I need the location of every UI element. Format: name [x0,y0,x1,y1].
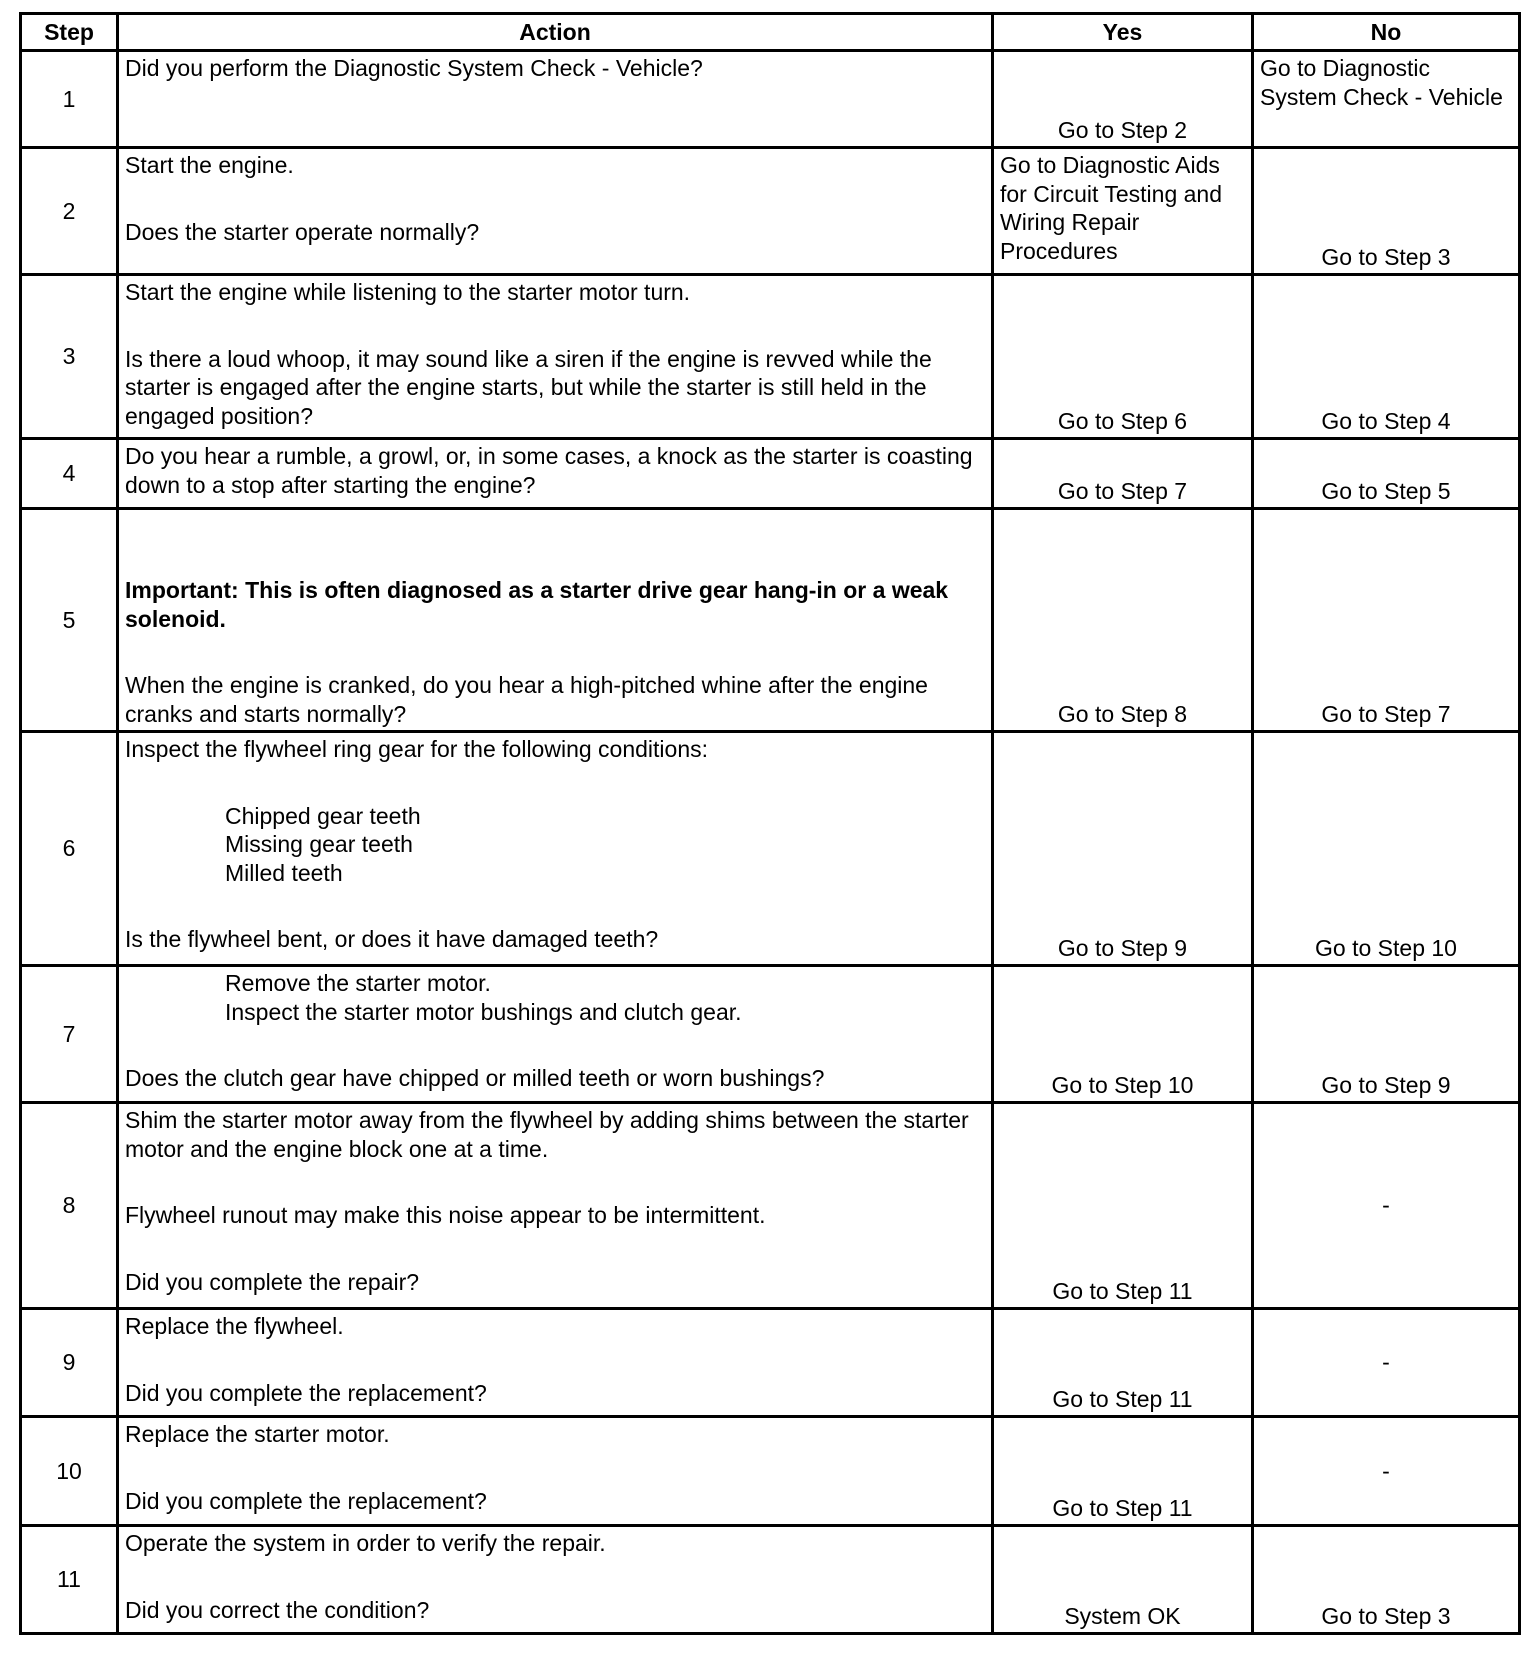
step-number: 1 [21,51,118,148]
header-step: Step [21,14,118,51]
action-question: Is the flywheel bent, or does it have damaged teeth? [125,926,659,952]
action-text: Operate the system in order to verify the repair. [125,1530,606,1556]
table-row-3 [21,275,1520,439]
table-row-7 [21,966,1520,1103]
step-number: 10 [21,1417,118,1526]
action-text: Replace the flywheel. [125,1313,344,1339]
action-cell [118,439,993,509]
step-number: 9 [21,1309,118,1417]
action-text: Start the engine while listening to the starter motor turn. [125,279,691,305]
action-cell [118,275,993,439]
yes-cell: Go to Step 10 [993,966,1253,1103]
action-question: Do you hear a rumble, a growl, or, in some cases, a knock as the starter is coasting down to a stop after starting the engine? [125,443,973,498]
important-note: Important: This is often diagnosed as a starter drive gear hang-in or a weak solenoid. [125,577,949,632]
no-cell: Go to Step 10 [1253,732,1520,966]
action-cell [118,732,993,966]
list-item: Chipped gear teeth [225,802,421,829]
no-cell: Go to Step 3 [1253,148,1520,275]
yes-cell: Go to Step 7 [993,439,1253,509]
action-cell [118,509,993,732]
no-cell: Go to Step 7 [1253,509,1520,732]
list-item: Inspect the starter motor bushings and clutch gear. [225,998,742,1025]
yes-cell: Go to Step 11 [993,1417,1253,1526]
no-cell: Go to Diagnostic System Check - Vehicle [1253,51,1520,148]
action-question: Does the clutch gear have chipped or milled teeth or worn bushings? [125,1065,825,1091]
list-item: Milled teeth [225,859,343,886]
action-cell [118,1417,993,1526]
list-item: Remove the starter motor. [225,970,491,996]
step-number: 8 [21,1103,118,1309]
step-number: 7 [21,966,118,1103]
action-question: Did you correct the condition? [125,1596,430,1623]
header-action: Action [118,14,993,51]
yes-cell: System OK [993,1526,1253,1634]
step-number: 5 [21,509,118,732]
action-question: Did you complete the replacement? [125,1487,487,1514]
action-question: When the engine is cranked, do you hear a high-pitched whine after the engine cranks and starts normally? [125,672,928,727]
table-row-10 [21,1417,1520,1526]
table-row-11 [21,1526,1520,1634]
step-number: 2 [21,148,118,275]
step-number: 3 [21,275,118,439]
yes-cell: Go to Step 8 [993,509,1253,732]
no-cell: Go to Step 5 [1253,439,1520,509]
step-number: 6 [21,732,118,966]
action-question: Is there a loud whoop, it may sound like a siren if the engine is revved while the starter is engaged after the engine starts, but while the starter is still held in the engaged position? [125,345,932,429]
step-number: 4 [21,439,118,509]
table-row-2 [21,148,1520,275]
action-text: Start the engine. [125,152,294,178]
yes-cell: Go to Step 9 [993,732,1253,966]
header-no: No [1253,14,1520,51]
step-number: 11 [21,1526,118,1634]
yes-cell: Go to Step 6 [993,275,1253,439]
action-question: Did you complete the repair? [125,1268,420,1295]
table-row-9 [21,1309,1520,1417]
no-cell: - [1253,1309,1520,1417]
action-cell [118,148,993,275]
action-text: Shim the starter motor away from the flywheel by adding shims between the starter motor and the engine block one at a time. [125,1107,969,1162]
action-cell [118,1103,993,1309]
no-cell: Go to Step 3 [1253,1526,1520,1634]
action-cell [118,1526,993,1634]
no-cell: Go to Step 9 [1253,966,1520,1103]
table-row-8 [21,1103,1520,1309]
action-cell [118,966,993,1103]
yes-cell: Go to Step 2 [993,51,1253,148]
action-question: Does the starter operate normally? [125,218,480,245]
yes-cell: Go to Diagnostic Aids for Circuit Testing and Wiring Repair Procedures [993,148,1253,275]
action-question: Did you complete the replacement? [125,1379,487,1406]
table-row-1 [21,51,1520,148]
header-row [21,14,1520,51]
action-text: Did you perform the Diagnostic System Check - Vehicle? [125,55,703,81]
yes-cell: Go to Step 11 [993,1309,1253,1417]
yes-cell: Go to Step 11 [993,1103,1253,1309]
no-cell: Go to Step 4 [1253,275,1520,439]
header-yes: Yes [993,14,1253,51]
diagnostic-table [19,12,1521,1635]
action-text: Replace the starter motor. [125,1421,390,1447]
table-row-5 [21,509,1520,732]
table-row-4 [21,439,1520,509]
action-note: Flywheel runout may make this noise appear to be intermittent. [125,1202,766,1228]
no-cell: - [1253,1103,1520,1309]
list-item: Missing gear teeth [225,831,413,857]
action-cell [118,51,993,148]
table-row-6 [21,732,1520,966]
action-cell [118,1309,993,1417]
no-cell: - [1253,1417,1520,1526]
action-text: Inspect the flywheel ring gear for the following conditions: [125,736,708,762]
